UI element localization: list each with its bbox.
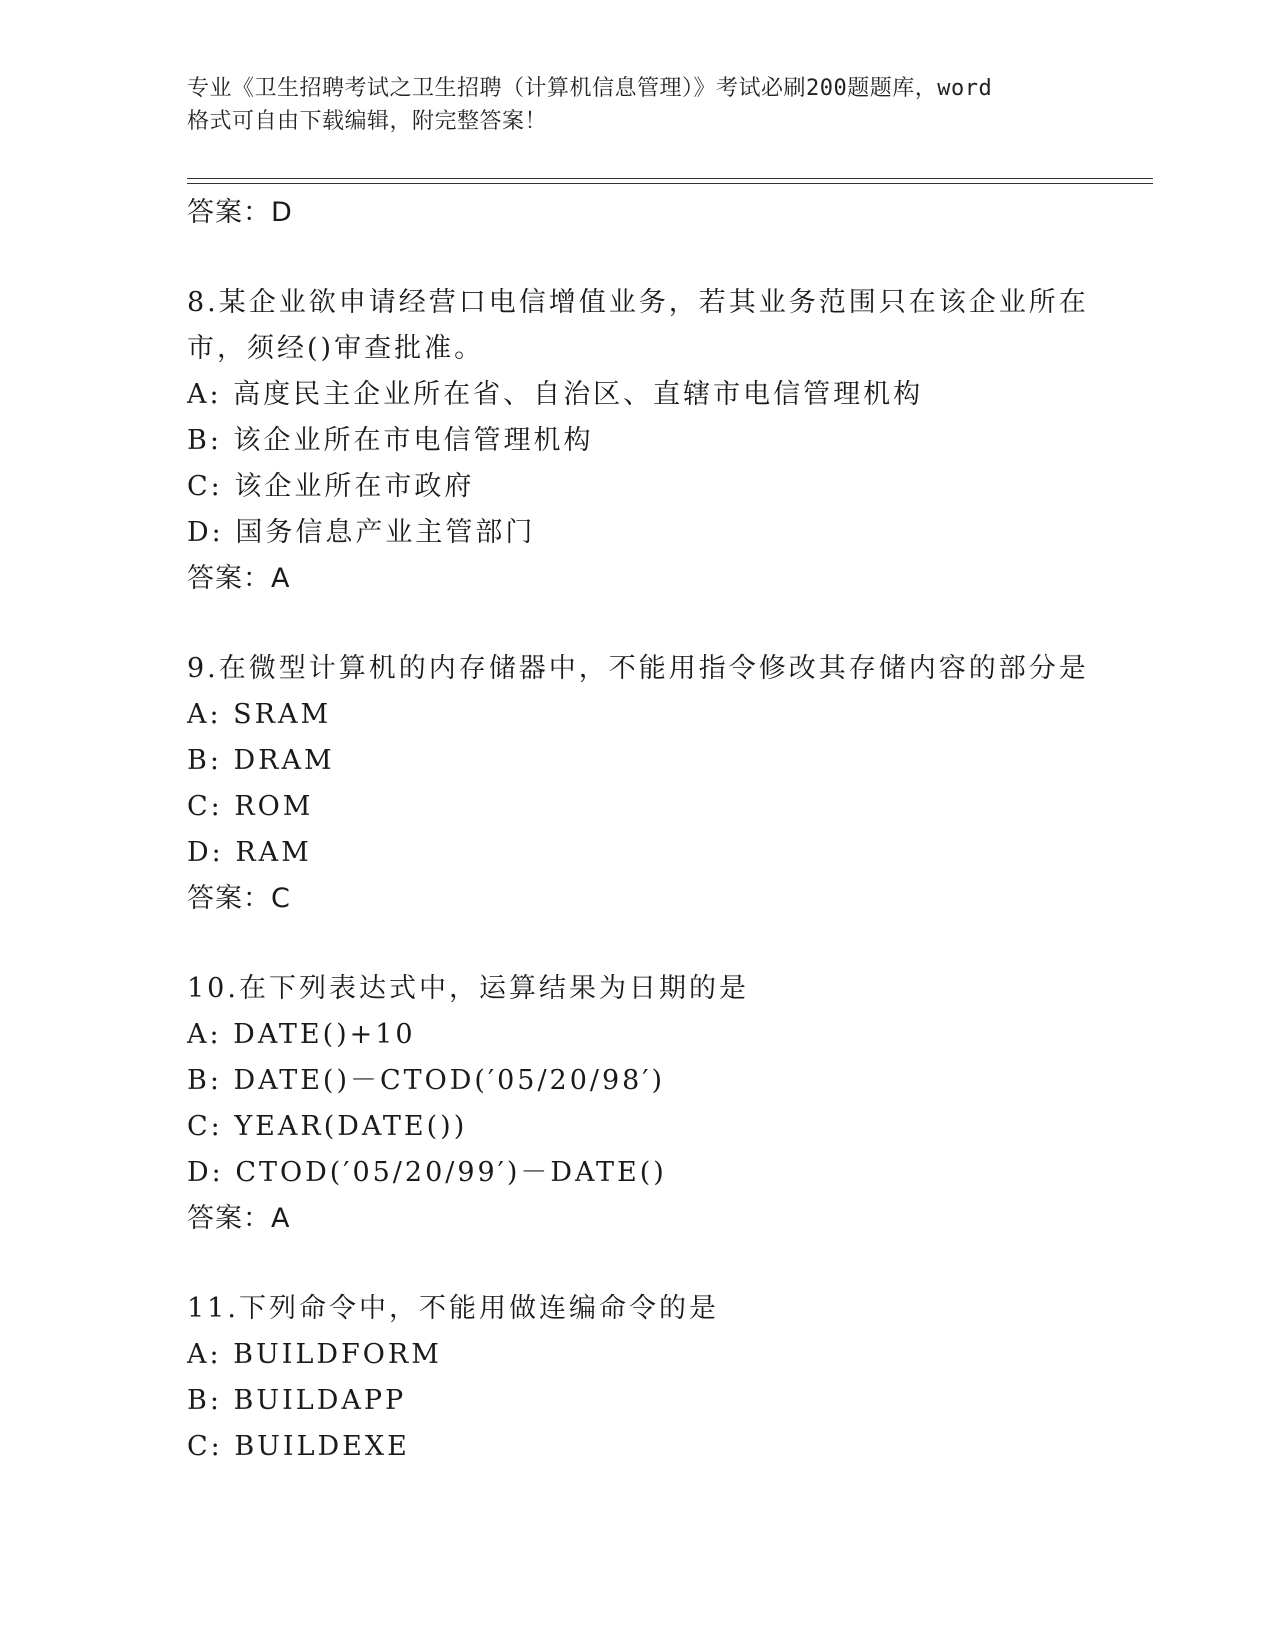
option-d: D: 国务信息产业主管部门 [187, 517, 536, 548]
question-stem: 9.在微型计算机的内存储器中，不能用指令修改其存储内容的部分是 [187, 653, 1089, 684]
option-c: C: YEAR(DATE()) [187, 1111, 468, 1142]
header-divider-bottom [187, 183, 1153, 184]
question-list [187, 190, 1087, 1470]
option-a: A: SRAM [187, 699, 332, 730]
option-b: B: DATE()－CTOD(′05/20/98′) [187, 1065, 666, 1096]
question-stem: 10.在下列表达式中，运算结果为日期的是 [187, 973, 749, 1004]
option-a: A: DATE()+10 [187, 1019, 416, 1050]
spacer [187, 922, 1087, 966]
spacer [187, 1242, 1087, 1286]
spacer [187, 236, 1087, 280]
question-9 [187, 646, 1087, 922]
question-stem-continued: 市，须经()审查批准。 [187, 333, 485, 364]
option-d: D: CTOD(′05/20/99′)－DATE() [187, 1157, 667, 1188]
question-stem: 8.某企业欲申请经营口电信增值业务，若其业务范围只在该企业所在 [187, 287, 1089, 318]
option-d: D: RAM [187, 837, 312, 868]
option-a: A: BUILDFORM [187, 1339, 442, 1370]
question-8 [187, 280, 1087, 602]
answer: 答案：A [187, 563, 291, 594]
option-b: B: DRAM [187, 745, 335, 776]
header-line-1: 专业《卫生招聘考试之卫生招聘（计算机信息管理）》考试必刷200题题库，word [187, 76, 993, 101]
option-b: B: 该企业所在市电信管理机构 [187, 425, 594, 456]
option-c: C: ROM [187, 791, 314, 822]
document-header [187, 72, 1087, 138]
header-divider-top [187, 178, 1153, 179]
answer: 答案：C [187, 883, 291, 914]
previous-answer: 答案：D [187, 197, 293, 228]
option-a: A: 高度民主企业所在省、自治区、直辖市电信管理机构 [187, 379, 924, 410]
header-line-2: 格式可自由下载编辑，附完整答案！ [187, 109, 548, 134]
spacer [187, 602, 1087, 646]
option-c: C: BUILDEXE [187, 1431, 410, 1462]
question-stem: 11.下列命令中，不能用做连编命令的是 [187, 1293, 719, 1324]
answer: 答案：A [187, 1203, 291, 1234]
question-11 [187, 1286, 1087, 1470]
option-b: B: BUILDAPP [187, 1385, 407, 1416]
question-10 [187, 966, 1087, 1242]
option-c: C: 该企业所在市政府 [187, 471, 475, 502]
